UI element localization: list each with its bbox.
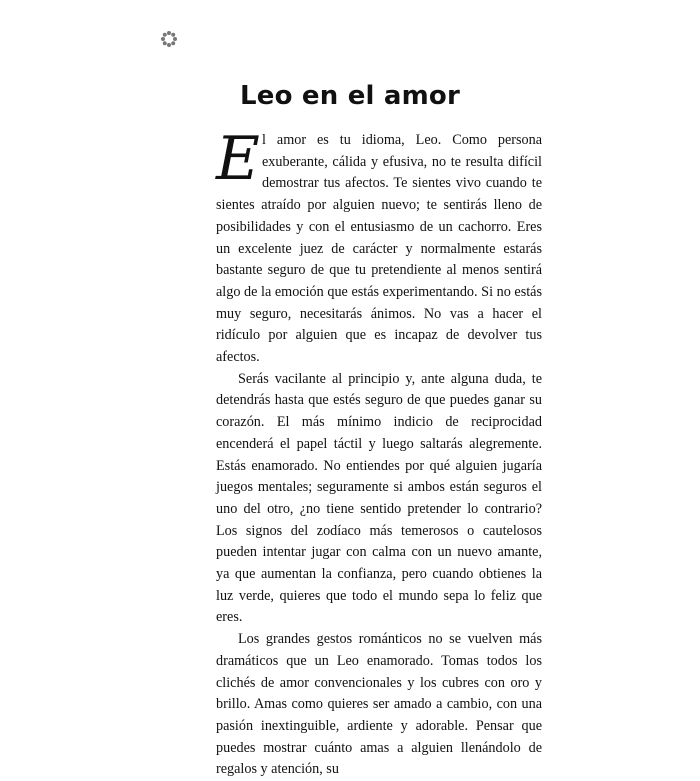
page-title: Leo en el amor — [239, 81, 461, 112]
paragraph-1 — [216, 124, 542, 369]
chapter-body — [216, 124, 542, 781]
sun-flower-ornament-icon — [161, 31, 177, 47]
paragraph-3: Los grandes gestos románticos no se vuelven más dramáticos que un Leo enamorado. Tomas todos los clichés de amor convencionales y los cubres con oro y brillo. Amas como quieres ser amado a cambio, con una pasión inextinguible, ardiente y adorable. Pensar que puedes mostrar cuánto amas a alguien llenándolo de regalos y atención, su — [216, 631, 542, 778]
paragraph-1-text: l amor es tu idioma, Leo. Como persona exuberante, cálida y efusiva, no te resulta difícil demostrar tus afectos. Te sientes vivo cuando te sientes atraído por alguien nuevo; te sentirás lleno de posibilidades y con el entusiasmo de un cachorro. Eres un excelente juez de carácter y normalmente estarás bastante seguro de que tu pretendiente al menos sentirá algo de la emoción que estás experimentando. Si no estás muy seguro, necesitarás ánimos. No vas a hacer el ridículo por alguien que es incapaz de devolver tus afectos. — [216, 132, 542, 366]
drop-cap: E — [216, 124, 260, 194]
paragraph-2: Serás vacilante al principio y, ante alguna duda, te detendrás hasta que estés seguro de que puedes ganar su corazón. El más mínimo indicio de reciprocidad encenderá el papel táctil y luego saltarás alegremente. Estás enamorado. No entiendes por qué alguien jugaría juegos mentales; seguramente si ambos están seguros el uno del otro, ¿no tiene sentido pretender lo contrario? Los signos del zodíaco más temerosos o cautelosos pueden intentar jugar con calma con un nuevo amante, ya que aumentan la confianza, pero cuando obtienes la luz verde, quieres que todo el mundo sepa lo feliz que eres. — [216, 370, 542, 626]
